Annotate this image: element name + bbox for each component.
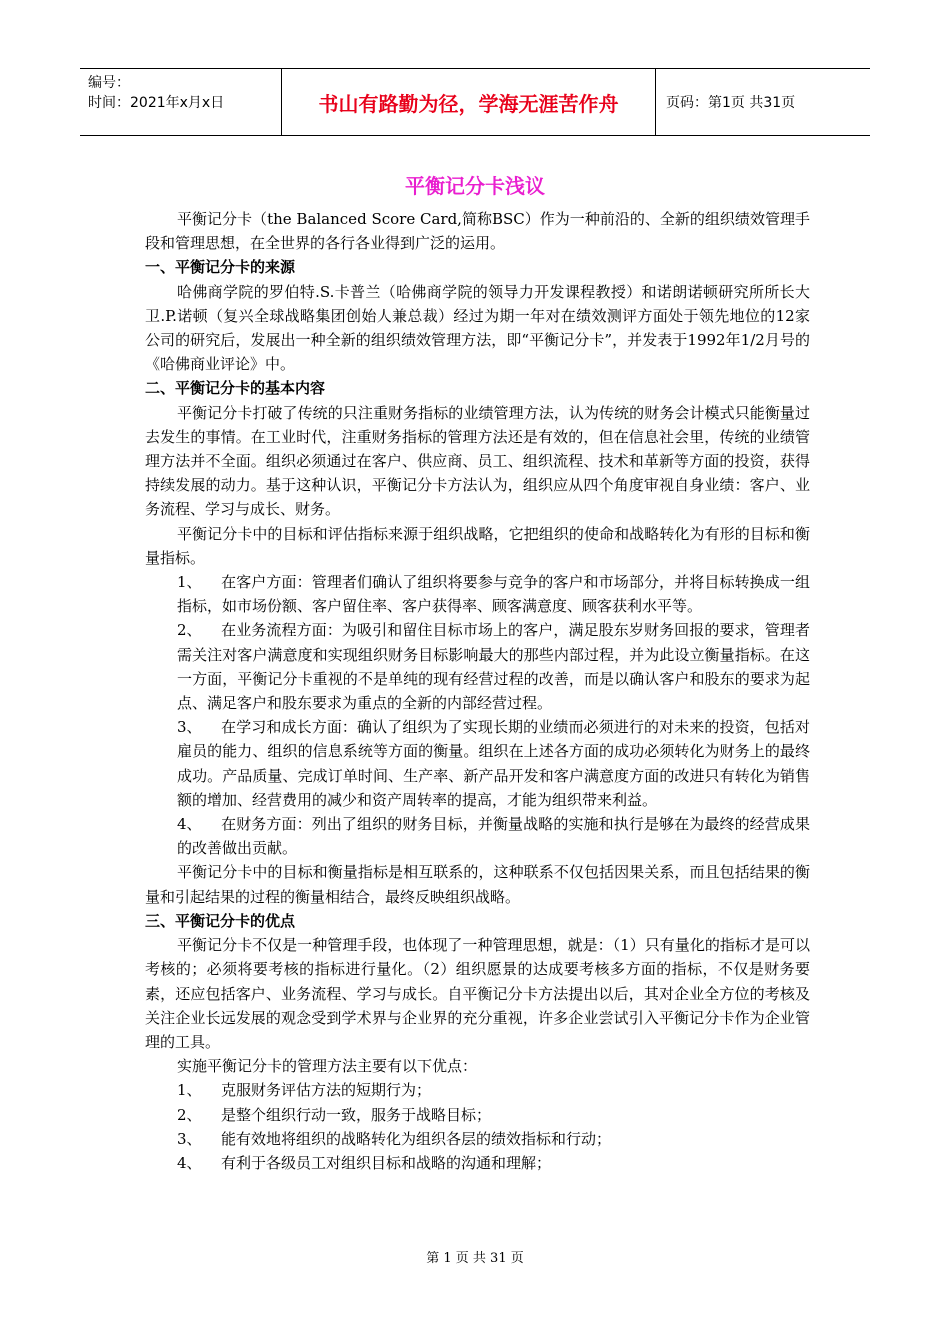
paragraph: 平衡记分卡中的目标和评估指标来源于组织战略，它把组织的使命和战略转化为有形的目标和衡量指标。 [145, 524, 810, 567]
list-item: 1、 克服财务评估方法的短期行为； [177, 1081, 432, 1100]
paragraph: 平衡记分卡不仅是一种管理手段，也体现了一种管理思想，就是：（1）只有量化的指标才是可以考核的；必须将要考核的指标进行量化。（2）组织愿景的达成要考核多方面的指标，不仅是财务要素，还应包括客户、业务流程、学习与成长。自平衡记分卡方法提出以后，其对企业全方位的考核及关注企业长远发展的观念受到学术界与企业界的充分重视，许多企业尝试引入平衡记分卡作为企业管理的工具。 [145, 936, 810, 1051]
document-title: 平衡记分卡浅议 [405, 174, 545, 198]
list-item: 3、 能有效地将组织的战略转化为组织各层的绩效指标和行动； [177, 1129, 612, 1148]
list-item: 4、 有利于各级员工对组织目标和战略的沟通和理解； [177, 1153, 552, 1172]
list-item: 3、 在学习和成长方面：确认了组织为了实现长期的业绩而必须进行的对未来的投资，包括对雇员的能力、组织的信息系统等方面的衡量。组织在上述各方面的成功必须转化为财务上的最终成功。产品质量、完成订单时间、生产率、新产品开发和客户满意度方面的改进只有转化为销售额的增加、经营费用的减少和资产周转率的提高，才能为组织带来利益。 [177, 718, 810, 809]
header-motto: 书山有路勤为径，学海无涯苦作舟 [282, 69, 656, 135]
intro-paragraph: 平衡记分卡（the Balanced Score Card,简称BSC）作为一种前沿的、全新的组织绩效管理手段和管理思想，在全世界的各行各业得到广泛的运用。 [145, 210, 810, 253]
paragraph: 实施平衡记分卡的管理方法主要有以下优点： [177, 1057, 478, 1076]
page-footer: 第 1 页 共 31 页 [426, 1251, 524, 1266]
time-label: 时间：2021年x月x日 [88, 95, 225, 111]
list-item: 4、 在财务方面：列出了组织的财务目标，并衡量战略的实施和执行是够在为最终的经营成果的改善做出贡献。 [177, 815, 810, 858]
page-header [80, 68, 870, 136]
number-label: 编号： [88, 75, 130, 91]
section-heading-3: 三、平衡记分卡的优点 [145, 911, 296, 930]
list-item: 2、 在业务流程方面：为吸引和留住目标市场上的客户，满足股东岁财务回报的要求，管理者需关注对客户满意度和实现组织财务目标影响最大的那些内部过程，并为此设立衡量指标。在这一方面，平衡记分卡重视的不是单纯的现有经营过程的改善，而是以确认客户和股东的要求为起点、满足客户和股东要求为重点的全新的内部经营过程。 [177, 621, 810, 713]
document-body [145, 207, 810, 1175]
header-meta [80, 69, 282, 135]
section-heading-2: 二、平衡记分卡的基本内容 [145, 379, 326, 398]
section-heading-1: 一、平衡记分卡的来源 [145, 258, 296, 277]
paragraph: 哈佛商学院的罗伯特.S.卡普兰（哈佛商学院的领导力开发课程教授）和诺朗诺顿研究所所长大卫.P.诺顿（复兴全球战略集团创始人兼总裁）经过为期一年对在绩效测评方面处于领先地位的12家公司的研究后，发展出一种全新的组织绩效管理方法，即“平衡记分卡”，并发表于1992年1/2月号的《哈佛商业评论》中。 [145, 282, 810, 374]
paragraph: 平衡记分卡打破了传统的只注重财务指标的业绩管理方法，认为传统的财务会计模式只能衡量过去发生的事情。在工业时代，注重财务指标的管理方法还是有效的，但在信息社会里，传统的业绩管理方法并不全面。组织必须通过在客户、供应商、员工、组织流程、技术和革新等方面的投资，获得持续发展的动力。基于这种认识，平衡记分卡方法认为，组织应从四个角度审视自身业绩：客户、业务流程、学习与成长、财务。 [145, 403, 810, 519]
header-page-info: 页码：第1页 共31页 [666, 95, 796, 111]
list-item: 2、 是整个组织行动一致，服务于战略目标； [177, 1105, 492, 1124]
paragraph: 平衡记分卡中的目标和衡量指标是相互联系的，这种联系不仅包括因果关系，而且包括结果的衡量和引起结果的过程的衡量相结合，最终反映组织战略。 [145, 863, 810, 906]
list-item: 1、 在客户方面：管理者们确认了组织将要参与竞争的客户和市场部分，并将目标转换成一组指标，如市场份额、客户留住率、客户获得率、顾客满意度、顾客获利水平等。 [177, 573, 810, 616]
